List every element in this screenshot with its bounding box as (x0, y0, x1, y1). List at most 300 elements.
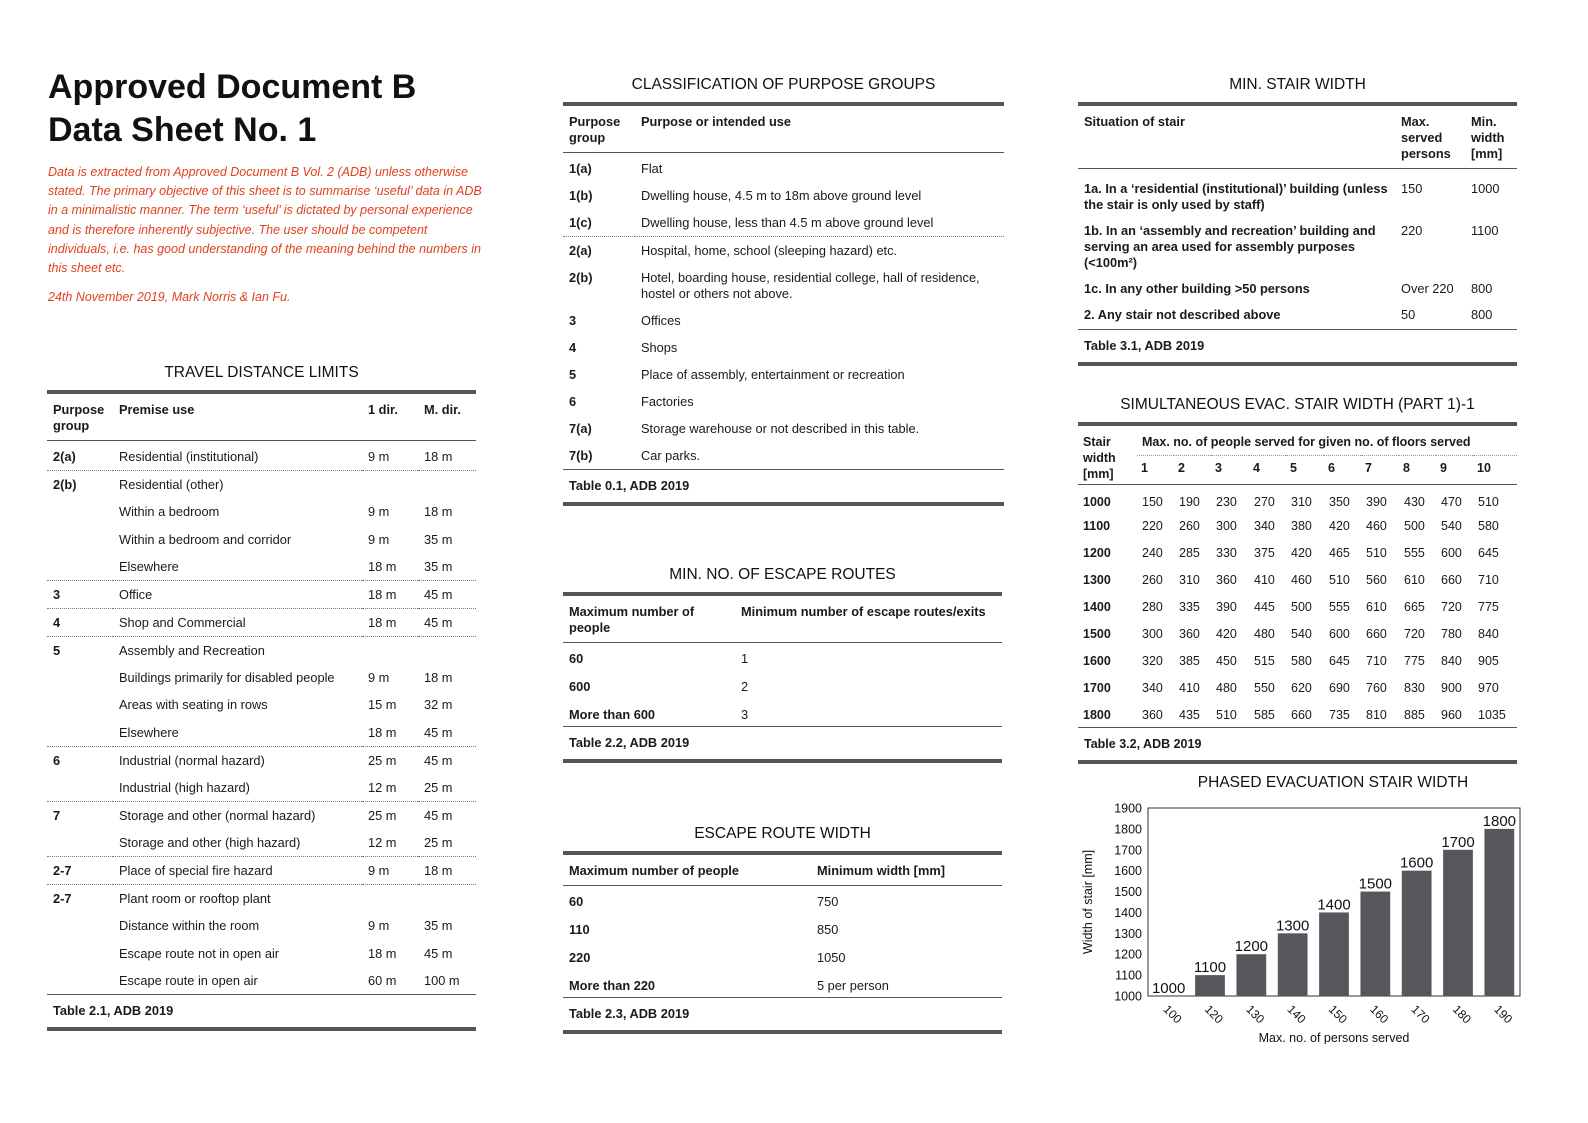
intended-use: Car parks. (641, 448, 701, 463)
multi-direction: 18 m (424, 504, 453, 520)
table-row (47, 940, 476, 968)
purpose-group: 2(a) (53, 449, 76, 464)
people-served: 600 (1441, 545, 1462, 560)
purpose-group (47, 719, 113, 747)
one-direction: 12 m (368, 780, 397, 796)
premise-use: Residential (other) (113, 471, 362, 499)
multi-direction (418, 471, 476, 499)
one-direction: 9 m (368, 918, 390, 933)
intended-use: Place of assembly, entertainment or recreation (641, 367, 905, 382)
stair-width: 1000 (1083, 495, 1111, 509)
bar (1484, 829, 1514, 996)
people-served: 330 (1216, 545, 1237, 560)
x-tick-label: 170 (1408, 1002, 1433, 1027)
multi-direction (418, 884, 476, 912)
stair-width: 1100 (1083, 518, 1111, 533)
y-tick-label: 1000 (1114, 989, 1142, 1004)
y-tick-label: 1500 (1114, 885, 1142, 900)
people-served: 500 (1404, 518, 1425, 533)
people-served: 780 (1441, 626, 1462, 641)
purpose-group: 2(b) (569, 270, 593, 285)
people-served: 380 (1291, 518, 1312, 533)
purpose-group (47, 553, 113, 581)
premise-use: Elsewhere (119, 724, 179, 740)
stair-situation: 1a. In a ‘residential (institutional)’ building (unless the stair is only used by staff) (1084, 181, 1388, 212)
bar (1443, 850, 1473, 996)
people-served: 645 (1329, 653, 1350, 668)
people-served: 410 (1254, 572, 1275, 587)
table-row (1078, 485, 1517, 512)
col-header: Maximum number of people (569, 604, 695, 635)
people-served: 480 (1254, 626, 1275, 641)
col-group-header: Max. no. of people served for given no. of floors served (1137, 424, 1517, 455)
purpose-group (47, 774, 113, 802)
min-width: 1000 (1471, 181, 1500, 196)
people-served: 420 (1291, 545, 1312, 560)
table-row (563, 361, 1004, 388)
people-served: 720 (1404, 626, 1425, 641)
people-served: 340 (1142, 680, 1163, 695)
people-served: 310 (1291, 495, 1312, 509)
classification-table (563, 102, 1004, 506)
people-served: 645 (1478, 545, 1499, 560)
people-served: 665 (1404, 599, 1425, 614)
classification-section (563, 76, 1004, 506)
table-source: Table 0.1, ADB 2019 (563, 470, 1004, 505)
y-tick-label: 1300 (1114, 926, 1142, 941)
table-row (1078, 299, 1517, 330)
premise-use: Areas with seating in rows (119, 697, 268, 713)
col-header: Minimum number of escape routes/exits (741, 604, 986, 619)
table-row (563, 209, 1004, 237)
stair-width: 1700 (1083, 680, 1111, 695)
people-served: 540 (1291, 626, 1312, 641)
purpose-group (47, 967, 113, 995)
max-served: 50 (1401, 307, 1416, 322)
table-row (1078, 539, 1517, 566)
multi-direction: 45 m (424, 945, 453, 961)
people-served: 340 (1254, 518, 1275, 533)
people-served: 435 (1179, 707, 1200, 722)
purpose-group (47, 829, 113, 857)
intended-use: Flat (641, 161, 663, 176)
people-served: 285 (1179, 545, 1200, 560)
max-people: 220 (569, 949, 591, 965)
table-row (47, 719, 476, 747)
table-row (563, 237, 1004, 265)
people-served: 300 (1216, 518, 1237, 533)
min-width: 800 (1471, 281, 1493, 296)
table-row (1078, 593, 1517, 620)
people-served: 710 (1366, 653, 1387, 668)
table-row (47, 526, 476, 554)
people-served: 900 (1441, 680, 1462, 695)
one-direction (362, 884, 418, 912)
requirement: 2 (741, 678, 749, 694)
floor-count: 4 (1253, 460, 1260, 475)
col-header: Maximum number of people (569, 863, 739, 878)
people-served: 360 (1142, 707, 1163, 722)
one-direction: 18 m (362, 581, 418, 609)
table-row (47, 581, 476, 609)
table-row (563, 671, 1002, 699)
y-tick-label: 1400 (1114, 905, 1142, 920)
max-people: 600 (569, 678, 591, 694)
col-header: Purpose group (53, 402, 105, 433)
stair-width: 1300 (1083, 572, 1111, 587)
people-served: 470 (1441, 495, 1462, 509)
min-width: 800 (1471, 307, 1493, 322)
stair-width-section (1078, 76, 1517, 366)
table-row (563, 442, 1004, 470)
people-served: 660 (1291, 707, 1312, 722)
people-served: 220 (1142, 518, 1163, 533)
people-served: 445 (1254, 599, 1275, 614)
one-direction: 9 m (362, 857, 418, 885)
people-served: 375 (1254, 545, 1275, 560)
table-row (47, 498, 476, 526)
table-row (1078, 647, 1517, 674)
people-served: 230 (1216, 495, 1237, 509)
x-tick-label: 160 (1367, 1002, 1392, 1027)
people-served: 710 (1478, 572, 1499, 587)
table-row (563, 182, 1004, 209)
multi-direction: 35 m (424, 559, 453, 575)
people-served: 905 (1478, 653, 1499, 668)
people-served: 885 (1404, 707, 1425, 722)
section-title: TRAVEL DISTANCE LIMITS (164, 364, 359, 381)
col-header: Purpose group (569, 114, 621, 145)
people-served: 300 (1142, 626, 1163, 641)
section-title: MIN. NO. OF ESCAPE ROUTES (669, 566, 896, 583)
table-row (47, 471, 476, 499)
one-direction (362, 636, 418, 664)
table-row (563, 886, 1002, 914)
purpose-group: 4 (569, 340, 577, 355)
table-row (1078, 674, 1517, 701)
x-tick-label: 140 (1284, 1002, 1309, 1027)
multi-direction: 32 m (424, 697, 453, 713)
people-served: 720 (1441, 599, 1462, 614)
table-source: Table 2.2, ADB 2019 (563, 727, 1002, 762)
one-direction: 9 m (368, 669, 390, 685)
purpose-group (47, 498, 113, 526)
people-served: 460 (1366, 518, 1387, 533)
table-row (47, 553, 476, 581)
premise-use: Storage and other (high hazard) (119, 835, 301, 851)
purpose-group: 3 (569, 313, 577, 328)
people-served: 660 (1441, 572, 1462, 587)
people-served: 240 (1142, 545, 1163, 560)
table-row (47, 884, 476, 912)
people-served: 460 (1291, 572, 1312, 587)
one-direction: 25 m (362, 746, 418, 774)
one-direction: 12 m (368, 835, 397, 851)
table-source: Table 2.1, ADB 2019 (47, 995, 476, 1030)
purpose-group: 1(b) (569, 188, 593, 203)
escape-routes-section (563, 566, 1002, 763)
people-served: 560 (1366, 572, 1387, 587)
multi-direction: 18 m (418, 857, 476, 885)
y-tick-label: 1900 (1114, 801, 1142, 816)
multi-direction: 25 m (424, 835, 453, 851)
x-tick-label: 130 (1243, 1002, 1268, 1027)
people-served: 540 (1441, 518, 1462, 533)
people-served: 350 (1329, 495, 1350, 509)
y-tick-label: 1100 (1115, 968, 1142, 983)
col-header: Min. width [mm] (1471, 114, 1505, 161)
people-served: 600 (1329, 626, 1350, 641)
multi-direction: 45 m (418, 802, 476, 830)
requirement: 750 (817, 894, 839, 909)
table-row (563, 307, 1004, 334)
bar-value-label: 1100 (1193, 959, 1227, 977)
one-direction: 25 m (362, 802, 418, 830)
bar-chart (1078, 794, 1548, 1044)
max-served: 220 (1401, 223, 1423, 238)
people-served: 840 (1441, 653, 1462, 668)
people-served: 510 (1478, 495, 1499, 509)
max-people: More than 600 (569, 706, 656, 722)
premise-use: Industrial (high hazard) (119, 780, 250, 796)
escape-width-section (563, 825, 1002, 1034)
people-served: 310 (1179, 572, 1200, 587)
stair-width: 1500 (1083, 626, 1111, 641)
people-served: 550 (1254, 680, 1275, 695)
y-tick-label: 1800 (1114, 822, 1142, 837)
table-row (563, 388, 1004, 415)
table-row (47, 912, 476, 940)
travel-distance-table (47, 390, 476, 1031)
people-served: 515 (1254, 653, 1275, 668)
stair-situation: 1b. In an ‘assembly and recreation’ building and serving an area used for assembly purposes (<100m²) (1084, 223, 1376, 270)
premise-use: Shop and Commercial (113, 608, 362, 636)
people-served: 385 (1179, 653, 1200, 668)
purpose-group: 6 (569, 394, 577, 409)
stair-width: 1600 (1083, 653, 1111, 668)
purpose-group: 3 (47, 581, 113, 609)
x-axis-label: Max. no. of persons served (1258, 1031, 1410, 1044)
table-row (1078, 512, 1517, 539)
table-row (47, 664, 476, 692)
multi-direction: 35 m (424, 531, 453, 547)
floor-count: 8 (1403, 460, 1410, 475)
table-row (1078, 169, 1517, 216)
table-row (1078, 215, 1517, 273)
people-served: 390 (1366, 495, 1387, 509)
bar-value-label: 1200 (1234, 938, 1269, 956)
bar (1278, 933, 1308, 996)
people-served: 390 (1216, 599, 1237, 614)
floor-count: 7 (1365, 460, 1372, 475)
bar-value-label: 1800 (1482, 812, 1517, 830)
x-tick-label: 150 (1325, 1002, 1350, 1027)
premise-use: Assembly and Recreation (113, 636, 362, 664)
people-served: 260 (1142, 572, 1163, 587)
max-people: More than 220 (569, 977, 656, 993)
premise-use: Buildings primarily for disabled people (119, 669, 335, 685)
x-tick-label: 100 (1160, 1002, 1185, 1027)
bar (1236, 954, 1266, 996)
stair-width: 1800 (1083, 707, 1111, 722)
table-row (47, 636, 476, 664)
premise-use: Distance within the room (119, 918, 260, 933)
one-direction: 18 m (368, 945, 397, 961)
purpose-group: 7(a) (569, 421, 592, 436)
section-title: CLASSIFICATION OF PURPOSE GROUPS (631, 76, 936, 93)
one-direction: 15 m (368, 697, 397, 713)
people-served: 660 (1366, 626, 1387, 641)
travel-distance-section (47, 364, 476, 1031)
bar-value-label: 1500 (1358, 875, 1393, 893)
table-row (47, 857, 476, 885)
table-row (47, 774, 476, 802)
y-tick-label: 1200 (1114, 947, 1142, 962)
table-source: Table 2.3, ADB 2019 (563, 998, 1002, 1033)
simultaneous-evac-section (1078, 396, 1517, 764)
stair-width: 1200 (1083, 545, 1111, 560)
premise-use: Office (113, 581, 362, 609)
premise-use: Place of special fire hazard (113, 857, 362, 885)
max-served: 150 (1401, 181, 1423, 196)
table-row (47, 829, 476, 857)
one-direction: 18 m (368, 559, 397, 575)
section-title: SIMULTANEOUS EVAC. STAIR WIDTH (PART 1)-1 (1120, 396, 1475, 413)
people-served: 335 (1179, 599, 1200, 614)
multi-direction: 45 m (418, 608, 476, 636)
purpose-group: 1(c) (569, 215, 592, 230)
multi-direction: 100 m (424, 973, 460, 989)
multi-direction: 18 m (424, 669, 453, 685)
people-served: 410 (1179, 680, 1200, 695)
people-served: 585 (1254, 707, 1275, 722)
people-served: 775 (1404, 653, 1425, 668)
escape-routes-table (563, 592, 1002, 763)
floor-count: 10 (1477, 460, 1491, 475)
bar-value-label: 1000 (1151, 980, 1186, 997)
people-served: 555 (1329, 599, 1350, 614)
max-people: 60 (569, 894, 584, 909)
col-header: Max. served persons (1401, 114, 1451, 161)
col-header: Situation of stair (1084, 114, 1185, 129)
requirement: 850 (817, 921, 839, 937)
phased-evac-chart (1078, 774, 1538, 1044)
stair-situation: 1c. In any other building >50 persons (1084, 281, 1310, 296)
multi-direction: 18 m (424, 449, 453, 464)
people-served: 735 (1329, 707, 1350, 722)
page-title (48, 66, 508, 152)
premise-use: Escape route not in open air (119, 945, 280, 961)
stair-situation: 2. Any stair not described above (1084, 307, 1281, 322)
max-people: 110 (569, 921, 590, 937)
intended-use: Dwelling house, less than 4.5 m above ground level (641, 215, 934, 230)
premise-use: Within a bedroom (119, 504, 220, 520)
requirement: 5 per person (817, 977, 889, 993)
table-row (1078, 620, 1517, 647)
floor-count: 6 (1328, 460, 1335, 475)
table-row (47, 967, 476, 995)
purpose-group: 4 (47, 608, 113, 636)
purpose-group (47, 526, 113, 554)
y-tick-label: 1700 (1114, 843, 1142, 858)
max-served: Over 220 (1401, 281, 1454, 296)
table-row (563, 970, 1002, 998)
purpose-group: 2(b) (47, 471, 113, 499)
y-tick-label: 1600 (1114, 864, 1142, 879)
people-served: 465 (1329, 545, 1350, 560)
multi-direction: 45 m (418, 581, 476, 609)
table-row (563, 699, 1002, 727)
table-row (563, 942, 1002, 970)
people-served: 620 (1291, 680, 1312, 695)
people-served: 360 (1216, 572, 1237, 587)
people-served: 360 (1179, 626, 1200, 641)
people-served: 760 (1366, 680, 1387, 695)
purpose-group: 2-7 (47, 884, 113, 912)
intro-text: Data is extracted from Approved Document B Vol. 2 (ADB) unless otherwise stated. The primary objective of this sheet is to summarise ‘useful’ data in ADB in a minimalistic manner. The term ‘useful’ is dictated by personal experience and is therefore inherently subjective. The user should be competent individuals, i.e. has good understanding of the meaning behind the numbers in this sheet etc. (48, 165, 482, 276)
y-axis-label: Width of stair [mm] (1081, 849, 1095, 955)
table-row (563, 415, 1004, 442)
x-tick-label: 180 (1449, 1002, 1474, 1027)
intended-use: Storage warehouse or not described in this table. (641, 421, 920, 436)
table-row (47, 802, 476, 830)
people-served: 280 (1142, 599, 1163, 614)
premise-use: Storage and other (normal hazard) (113, 802, 362, 830)
people-served: 320 (1142, 653, 1163, 668)
people-served: 450 (1216, 653, 1237, 668)
bar-value-label: 1300 (1275, 917, 1310, 935)
purpose-group (47, 912, 113, 940)
one-direction: 18 m (368, 724, 397, 740)
x-tick-label: 120 (1201, 1002, 1226, 1027)
max-people: 60 (569, 651, 584, 666)
purpose-group: 5 (47, 636, 113, 664)
intended-use: Factories (641, 394, 694, 409)
one-direction: 18 m (362, 608, 418, 636)
people-served: 190 (1179, 495, 1200, 509)
bar-value-label: 1400 (1317, 896, 1351, 914)
multi-direction: 45 m (424, 724, 453, 740)
purpose-group: 1(a) (569, 161, 592, 176)
premise-use: Residential (institutional) (119, 449, 259, 464)
purpose-group: 7 (47, 802, 113, 830)
intended-use: Offices (641, 313, 681, 328)
title-line-2: Data Sheet No. 1 (48, 111, 317, 149)
simultaneous-evac-table (1078, 422, 1517, 764)
multi-direction (418, 636, 476, 664)
section-title: MIN. STAIR WIDTH (1229, 76, 1366, 93)
one-direction: 60 m (368, 973, 397, 989)
people-served: 690 (1329, 680, 1350, 695)
purpose-group: 2(a) (563, 237, 635, 265)
intended-use: Shops (641, 340, 678, 355)
people-served: 500 (1291, 599, 1312, 614)
people-served: 840 (1478, 626, 1499, 641)
bar (1402, 871, 1432, 996)
table-row (563, 264, 1004, 307)
floor-count: 5 (1290, 460, 1297, 475)
col-header: Premise use (119, 402, 195, 417)
people-served: 150 (1142, 495, 1163, 509)
requirement: 1050 (817, 949, 846, 965)
bar-value-label: 1600 (1399, 854, 1434, 872)
intended-use: Hospital, home, school (sleeping hazard) etc. (635, 237, 1004, 265)
chart-title: PHASED EVACUATION STAIR WIDTH (1197, 774, 1469, 791)
one-direction: 9 m (368, 531, 390, 547)
col-header: Minimum width [mm] (817, 863, 945, 878)
bar-value-label: 1700 (1441, 833, 1475, 851)
people-served: 610 (1366, 599, 1387, 614)
